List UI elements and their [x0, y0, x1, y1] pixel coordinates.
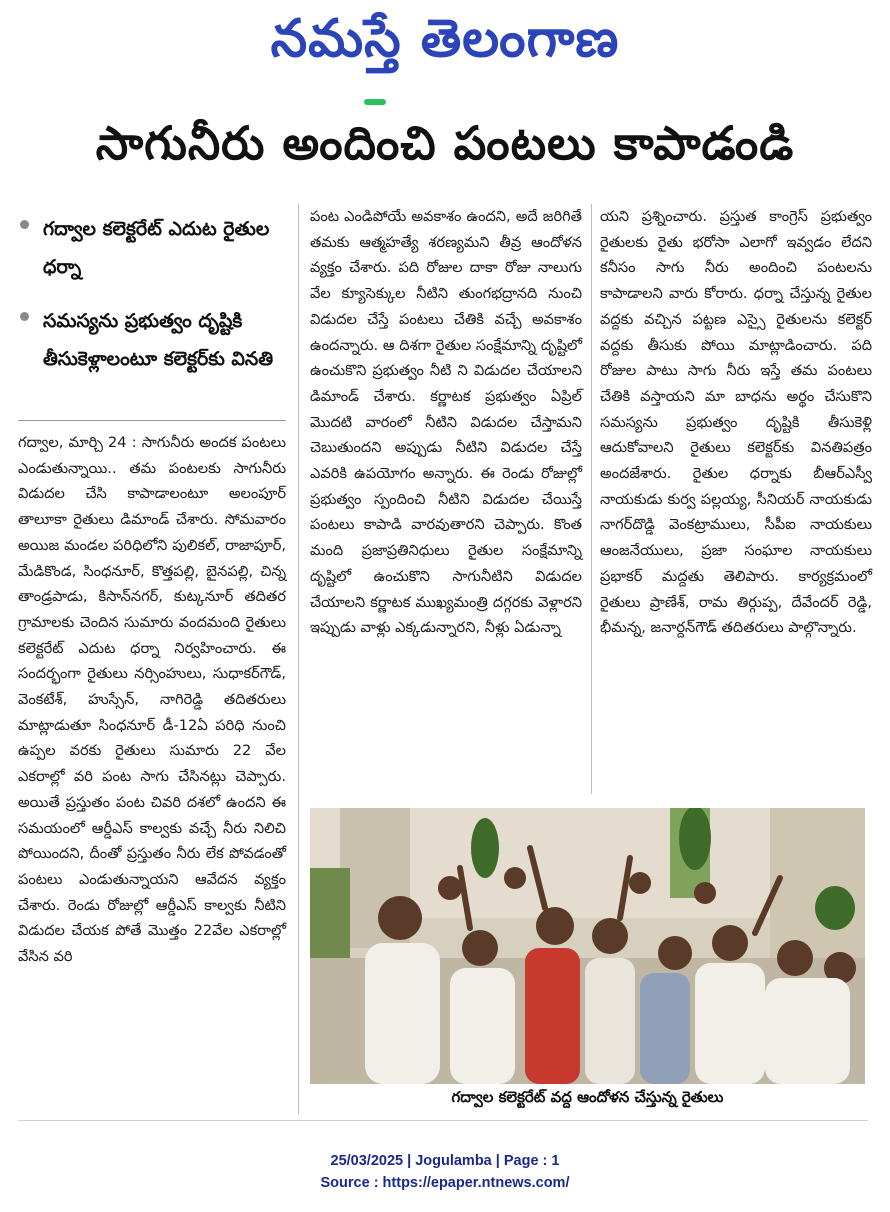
column-divider: [298, 204, 299, 1114]
bullet-dot-icon: [20, 312, 29, 321]
footer-edition-info: 25/03/2025 | Jogulamba | Page : 1: [330, 1153, 560, 1169]
headline: సాగునీరు అందించి పంటలు కాపాడండి: [95, 116, 795, 170]
divider: [18, 420, 286, 421]
footer-source: Source : https://epaper.ntnews.com/: [320, 1175, 570, 1191]
article-column-1: గద్వాల, మార్చి 24 : సాగునీరు అందక పంటలు ఎండుతున్నాయి.. తమ పంటలకు సాగునీరు విడుదల చేసి కాపాడాలంటూ అలంపూర్ తాలూకా రైతులు డిమాండ్ చేశారు. సోమవారం అయిజ మండల పరిధిలోని పులికల్, రాజాపూర్, మేడికొండ, సింధనూర్, కొత్తపల్లి, బైనపల్లి, చిన్న తాండ్రపాడు, కిసాన్‌నగర్, కుట్కనూర్ తదితర గ్రామాలకు చెందిన సుమారు వందమంది రైతులు కలెక్టరేట్ ఎదుట ధర్నా నిర్వహించారు. ఈ సందర్భంగా రైతులు నర్సింహులు, సుధాకర్‌గౌడ్, వెంకటేశ్, హుస్సేన్, నాగిరెడ్డి తదితరులు మాట్లాడుతూ సింధనూర్ డీ-12ఏ పరిధి నుంచి ఉప్పల వరకు రైతులు సుమారు 22 వేల ఎకరాల్లో వరి పంట సాగు చేసినట్లు చెప్పారు. అయితే ప్రస్తుతం పంట చివరి దశలో ఉందని ఈ సమయంలో ఆర్డీఎస్ కాల్వకు వచ్చే నీరు నిలిచి పోయిందని, దీంతో ప్రస్తుతం నీరు లేక పోవడంతో పంటలు ఎండుతున్నాయని ఆవేదన వ్యక్తం చేశారు. రెండు రోజుల్లో ఆర్డీఎస్ కాల్వకు నీటిని విడుదల చేయక పోతే మొత్తం 22వేల ఎకరాల్లో వేసిన వరి: [18, 434, 286, 966]
bullet-item: [16, 210, 286, 286]
bullet-dot-icon: [20, 220, 29, 229]
column-divider: [591, 204, 592, 794]
masthead-accent: [364, 99, 386, 105]
bullet-list: [16, 210, 286, 394]
article-column-2: పంట ఎండిపోయే అవకాశం ఉందని, అదే జరిగితే తమకు ఆత్మహత్యే శరణ్యమని తీవ్ర ఆందోళన వ్యక్తం చేశారు. పది రోజుల దాకా రోజు నాలుగు వేల క్యూసెక్కుల నీటిని తుంగభద్రానది నుంచి విడుదల చేస్తే పంటలు చేతికి వచ్చే అవకాశం ఉందన్నారు. ఆ దిశగా రైతుల సంక్షేమాన్ని దృష్టిలో ఉంచుకొని ప్రభుత్వం నీటి ని విడుదల చేయాలని డిమాండ్ చేశారు. కర్ణాటక ప్రభుత్వం ఏప్రిల్ మొదటి వారంలో నీటిని విడుదల చేస్తామని చెబుతుందని అప్పుడు నీటిని విడుదల చేస్తే ఎవరికి ఉపయోగం అన్నారు. ఈ రెండు రోజుల్లో ప్రభుత్వం స్పందించి నీటిని విడుదల చేయిస్తే పంటలు కాపాడి వారవుతారని చెప్పారు. కొంత మంది ప్రజాప్రతినిధులు రైతుల సంక్షేమాన్ని దృష్టిలో ఉంచుకొని సాగునీటిని విడుదల చేయాలని కర్ణాటక ముఖ్యమంత్రి దగ్గరకు వెళ్లారని ఇప్పుడు వాళ్లు ఎక్కడున్నారని, నీళ్లు ఏడున్నా: [310, 208, 582, 637]
photo-caption: గద్వాల కలెక్టరేట్ వద్ద ఆందోళన చేస్తున్న రైతులు: [451, 1088, 724, 1106]
news-photo: [310, 808, 865, 1084]
bullet-text: సమస్యను ప్రభుత్వం దృష్టికి తీసుకెళ్లాలంటూ కలెక్టర్‌కు వినతి: [43, 310, 274, 370]
bullet-text: గద్వాల కలెక్టరేట్ ఎదుట రైతుల ధర్నా: [43, 218, 270, 278]
article-column-3: యని ప్రశ్నించారు. ప్రస్తుత కాంగ్రెస్ ప్రభుత్వం రైతులకు రైతు భరోసా ఎలాగో ఇవ్వడం లేదని కనీసం సాగు నీరు అందించి పంటలను కాపాడాలని వారు కోరారు. ధర్నా చేస్తున్న రైతుల వద్దకు వచ్చిన పట్టణ ఎస్సై రైతులను కలెక్టర్ వద్దకు తీసుకు పోయి మాట్లాడించారు. పది రోజుల పాటు సాగు నీరు ఇస్తే తమ పంటలు చేతికి వస్తాయని మా బాధను అర్థం చేసుకొని సమస్యను ప్రభుత్వం దృష్టికి తీసుకెళ్లి ఆదుకోవాలని రైతులు కలెక్టర్‌కు వినతిపత్రం అందజేశారు. రైతుల ధర్నాకు బీఆర్ఎస్వీ నాయకుడు కుర్వ పల్లయ్య, సీనియర్ నాయకుడు నాగర్‌దొడ్డి వెంకట్రాములు, సీపీఐ నాయకులు ఆంజనేయులు, ప్రజా సంఘాల నాయకులు ప్రభాకర్ మద్దతు తెలిపారు. కార్యక్రమంలో రైతులు ప్రాణేశ్, రామ తిర్గుప్ప, దేవేందర్ రెడ్డి, భీమన్న, జనార్దన్‌గౌడ్ తదితరులు పాల్గొన్నారు.: [600, 208, 872, 637]
bullet-item: [16, 302, 286, 378]
protest-photo-illustration: [310, 808, 865, 1084]
divider: [18, 1120, 868, 1121]
masthead: నమస్తే తెలంగాణ: [270, 8, 620, 69]
